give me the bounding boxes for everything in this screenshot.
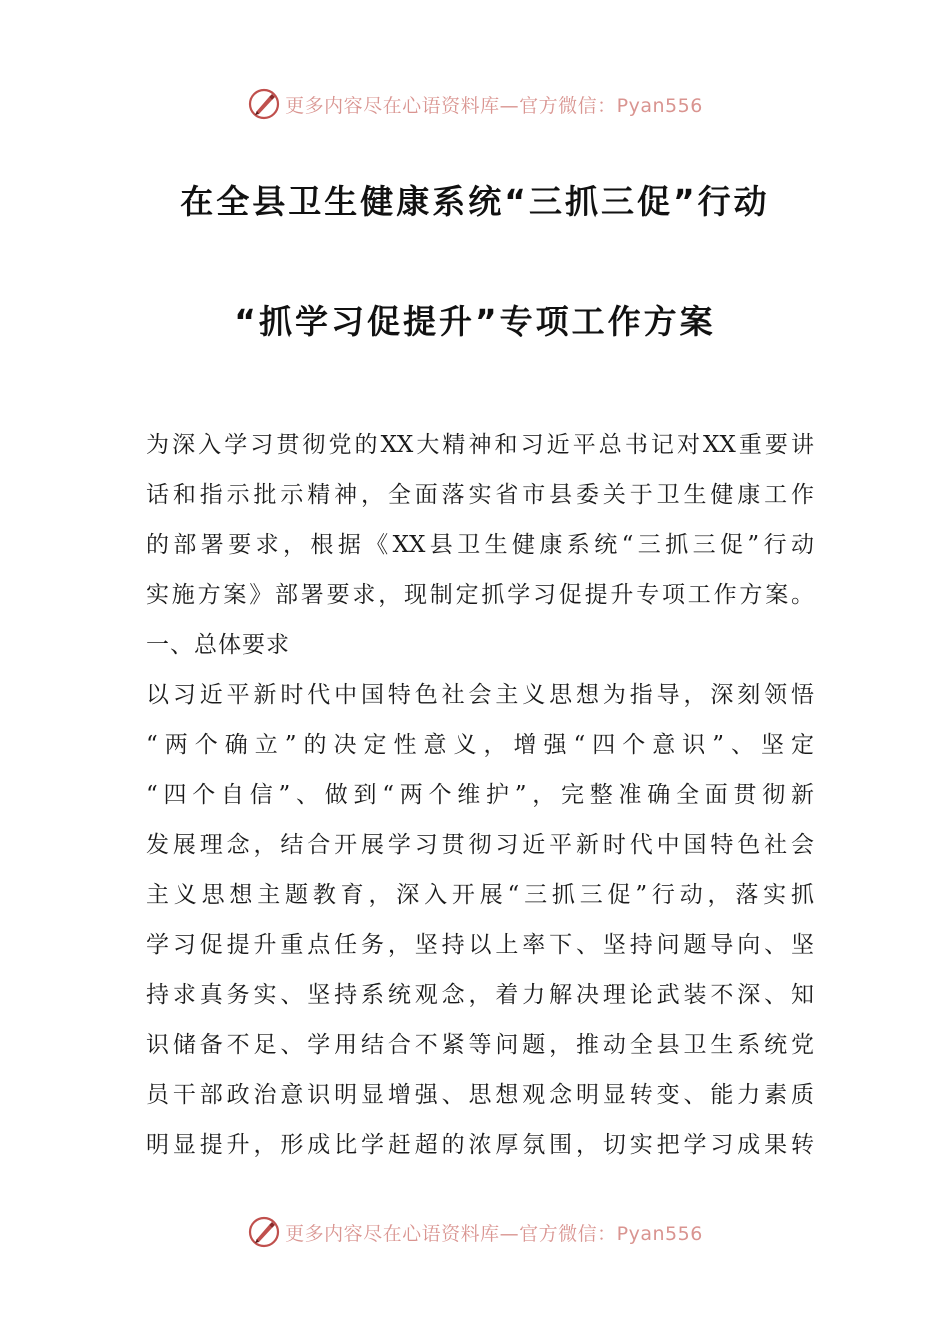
section-line: 主义思想主题教育，深入开展“三抓三促”行动，落实抓: [146, 882, 814, 908]
section-line: 发展理念，结合开展学习贯彻习近平新时代中国特色社会: [146, 832, 814, 858]
watermark-banner-bottom: [0, 1212, 950, 1252]
section-line: “四个自信”、做到“两个维护”，完整准确全面贯彻新: [146, 782, 814, 808]
watermark-banner-top: [0, 84, 950, 124]
section-line: 以习近平新时代中国特色社会主义思想为指导，深刻领悟: [146, 682, 814, 708]
intro-line: 为深入学习贯彻党的XX大精神和习近平总书记对XX重要讲: [146, 432, 814, 458]
wechat-id: Pyan556: [616, 1222, 703, 1245]
section-heading: 一、总体要求: [146, 632, 290, 658]
section-line: 员干部政治意识明显增强、思想观念明显转变、能力素质: [146, 1082, 814, 1108]
section-line: 持求真务实、坚持系统观念，着力解决理论武装不深、知: [146, 982, 814, 1008]
pen-seal-icon: [247, 1215, 281, 1249]
section-line: 识储备不足、学用结合不紧等问题，推动全县卫生系统党: [146, 1032, 814, 1058]
intro-line: 实施方案》部署要求，现制定抓学习促提升专项工作方案。: [146, 582, 814, 608]
intro-line: 的部署要求，根据《XX县卫生健康系统“三抓三促”行动: [146, 532, 814, 558]
section-line: 明显提升，形成比学赶超的浓厚氛围，切实把学习成果转: [146, 1132, 814, 1158]
section-line: 学习促提升重点任务，坚持以上率下、坚持问题导向、坚: [146, 932, 814, 958]
wechat-id: Pyan556: [616, 94, 703, 117]
pen-seal-icon: [247, 87, 281, 121]
watermark-text: 更多内容尽在心语资料库—官方微信：Pyan556: [285, 1222, 703, 1245]
section-line: “两个确立”的决定性意义，增强“四个意识”、坚定: [146, 732, 814, 758]
document-body: [146, 420, 814, 1170]
intro-line: 话和指示批示精神，全面落实省市县委关于卫生健康工作: [146, 482, 814, 508]
document-title-line-1: 在全县卫生健康系统“三抓三促”行动: [180, 182, 770, 221]
watermark-text: 更多内容尽在心语资料库—官方微信：Pyan556: [285, 94, 703, 117]
document-title-line-2: “抓学习促提升”专项工作方案: [234, 302, 716, 341]
